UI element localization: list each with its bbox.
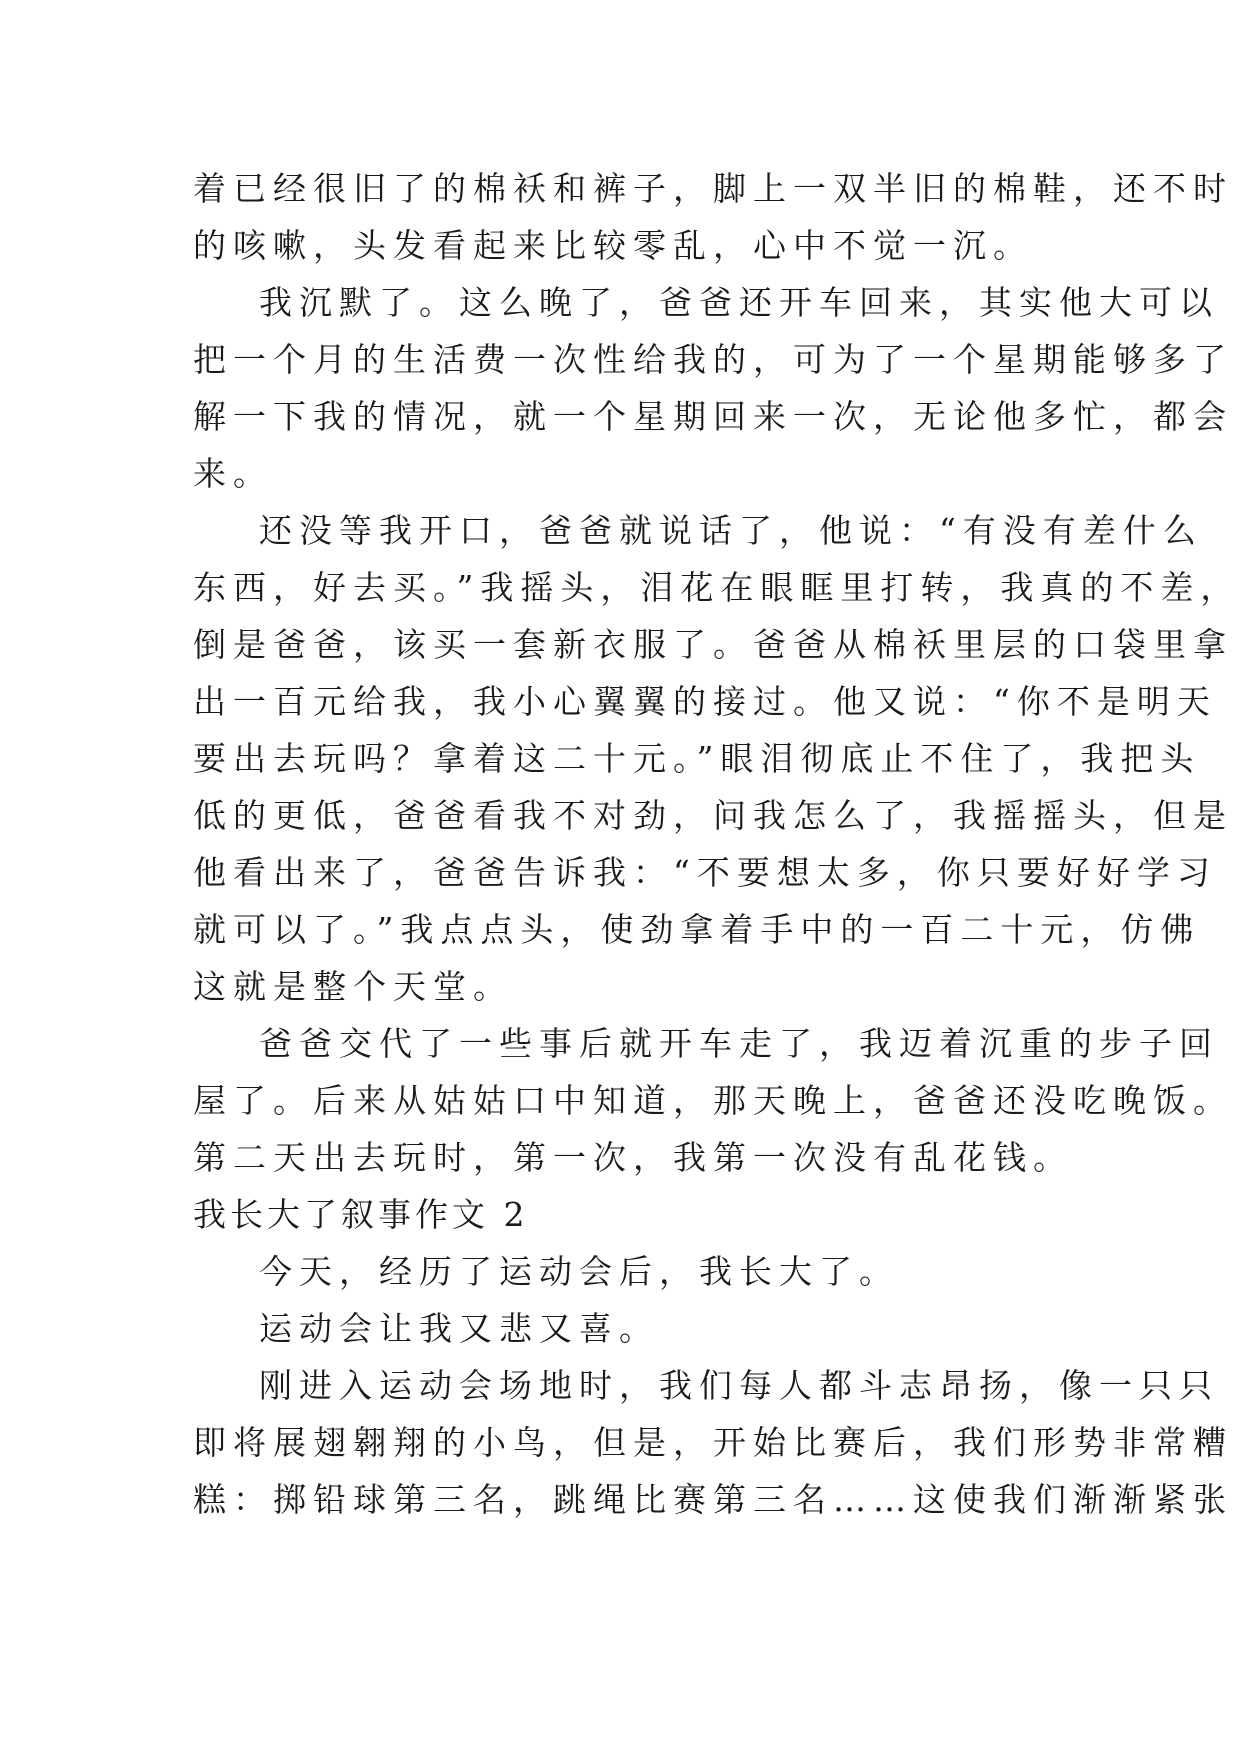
paragraph-start-line: 运动会让我又悲又喜。 — [259, 1309, 659, 1348]
text-line: 出一百元给我，我小心翼翼的接过。他又说：“你不是明天 — [193, 682, 1217, 721]
text-line: 他看出来了，爸爸告诉我：“不要想太多，你只要好好学习 — [193, 853, 1217, 892]
text-line: 要出去玩吗？拿着这二十元。”眼泪彻底止不住了，我把头 — [193, 739, 1201, 778]
text-line: 把一个月的生活费一次性给我的，可为了一个星期能够多了 — [193, 340, 1233, 379]
text-line: 来。 — [193, 454, 273, 493]
text-line: 糕：掷铅球第三名，跳绳比赛第三名……这使我们渐渐紧张 — [193, 1480, 1233, 1519]
section-heading: 我长大了叙事作文 2 — [193, 1195, 529, 1234]
text-line: 东西，好去买。”我摇头，泪花在眼眶里打转，我真的不差， — [193, 568, 1241, 607]
text-line: 就可以了。”我点点头，使劲拿着手中的一百二十元，仿佛 — [193, 910, 1201, 949]
text-line: 这就是整个天堂。 — [193, 967, 513, 1006]
text-line: 着已经很旧了的棉袄和裤子，脚上一双半旧的棉鞋，还不时 — [193, 169, 1233, 208]
paragraph-start-line: 爸爸交代了一些事后就开车走了，我迈着沉重的步子回 — [259, 1024, 1219, 1063]
text-line: 即将展翅翱翔的小鸟，但是，开始比赛后，我们形势非常糟 — [193, 1423, 1233, 1462]
paragraph-start-line: 刚进入运动会场地时，我们每人都斗志昂扬，像一只只 — [259, 1366, 1219, 1405]
text-line: 低的更低，爸爸看我不对劲，问我怎么了，我摇摇头，但是 — [193, 796, 1233, 835]
paragraph-start-line: 我沉默了。这么晚了，爸爸还开车回来，其实他大可以 — [259, 283, 1219, 322]
text-line: 屋了。后来从姑姑口中知道，那天晚上，爸爸还没吃晚饭。 — [193, 1081, 1233, 1120]
paragraph-start-line: 今天，经历了运动会后，我长大了。 — [259, 1252, 899, 1291]
text-line: 解一下我的情况，就一个星期回来一次，无论他多忙，都会 — [193, 397, 1233, 436]
paragraph-start-line: 还没等我开口，爸爸就说话了，他说：“有没有差什么 — [259, 511, 1203, 550]
text-line: 倒是爸爸，该买一套新衣服了。爸爸从棉袄里层的口袋里拿 — [193, 625, 1233, 664]
body-text — [193, 160, 1241, 1528]
text-line: 第二天出去玩时，第一次，我第一次没有乱花钱。 — [193, 1138, 1073, 1177]
text-line: 的咳嗽，头发看起来比较零乱，心中不觉一沉。 — [193, 226, 1033, 265]
